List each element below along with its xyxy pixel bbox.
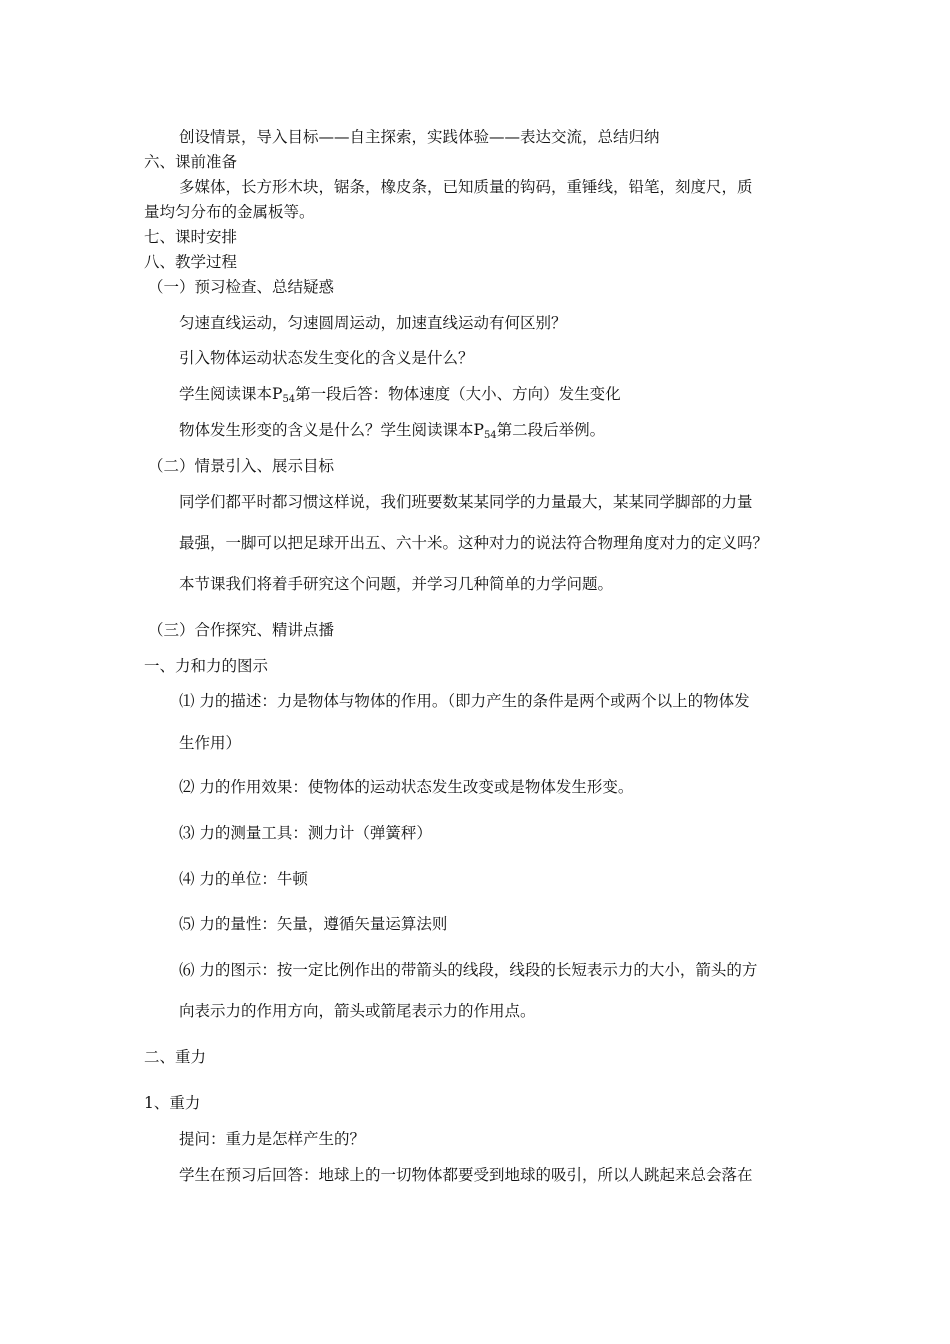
list-item: ⑹ 力的图示：按一定比例作出的带箭头的线段，线段的长短表示力的大小，箭头的方 — [179, 961, 758, 979]
paragraph-line: 同学们都平时都习惯这样说，我们班要数某某同学的力量最大，某某同学脚部的力量 — [179, 493, 753, 511]
answer-line — [179, 384, 621, 404]
section-heading-preparation: 六、课前准备 — [144, 153, 238, 171]
answer-line: 学生在预习后回答：地球上的一切物体都要受到地球的吸引，所以人跳起来总会落在 — [179, 1166, 753, 1184]
section-heading-gravity: 二、重力 — [144, 1048, 207, 1066]
page-subscript: 54 — [483, 430, 497, 441]
subsection-heading-gravity: 1、重力 — [144, 1094, 201, 1112]
text-span: 物体发生形变的含义是什么？学生阅读课本P — [179, 421, 484, 439]
paragraph-line: 最强，一脚可以把足球开出五、六十米。这种对力的说法符合物理角度对力的定义吗？ — [179, 534, 769, 552]
subsection-heading-preview: （一）预习检查、总结疑惑 — [148, 278, 335, 296]
materials-line-cont: 量均匀分布的金属板等。 — [144, 203, 315, 221]
method-line: 创设情景，导入目标——自主探索，实践体验——表达交流，总结归纳 — [179, 128, 660, 146]
text-span: 学生阅读课本P — [179, 385, 283, 403]
section-heading-force: 一、力和力的图示 — [144, 657, 269, 675]
text-span: 第一段后答：物体速度（大小、方向）发生变化 — [295, 385, 621, 403]
page-subscript: 54 — [282, 394, 296, 405]
subsection-heading-cooperation: （三）合作探究、精讲点播 — [148, 621, 335, 639]
list-item-cont: 向表示力的作用方向，箭头或箭尾表示力的作用点。 — [179, 1002, 536, 1020]
list-item: ⑶ 力的测量工具：测力计（弹簧秤） — [179, 824, 432, 842]
list-item-cont: 生作用） — [179, 734, 242, 752]
question-line: 引入物体运动状态发生变化的含义是什么？ — [179, 349, 474, 367]
materials-line: 多媒体，长方形木块，锯条，橡皮条，已知质量的钩码，重锤线，铅笔，刻度尺，质 — [179, 178, 753, 196]
subsection-heading-scenario: （二）情景引入、展示目标 — [148, 457, 335, 475]
text-span: 第二段后举例。 — [496, 421, 606, 439]
paragraph-line: 本节课我们将着手研究这个问题，并学习几种简单的力学问题。 — [179, 575, 614, 593]
question-line: 匀速直线运动，匀速圆周运动，加速直线运动有何区别？ — [179, 314, 567, 332]
list-item: ⑵ 力的作用效果：使物体的运动状态发生改变或是物体发生形变。 — [179, 778, 634, 796]
section-heading-process: 八、教学过程 — [144, 253, 238, 271]
list-item: ⑴ 力的描述：力是物体与物体的作用。（即力产生的条件是两个或两个以上的物体发 — [179, 692, 750, 710]
list-item: ⑷ 力的单位：牛顿 — [179, 870, 308, 888]
list-item: ⑸ 力的量性：矢量，遵循矢量运算法则 — [179, 915, 448, 933]
section-heading-schedule: 七、课时安排 — [144, 228, 238, 246]
question-line: 提问：重力是怎样产生的？ — [179, 1130, 366, 1148]
question-line — [179, 420, 605, 440]
